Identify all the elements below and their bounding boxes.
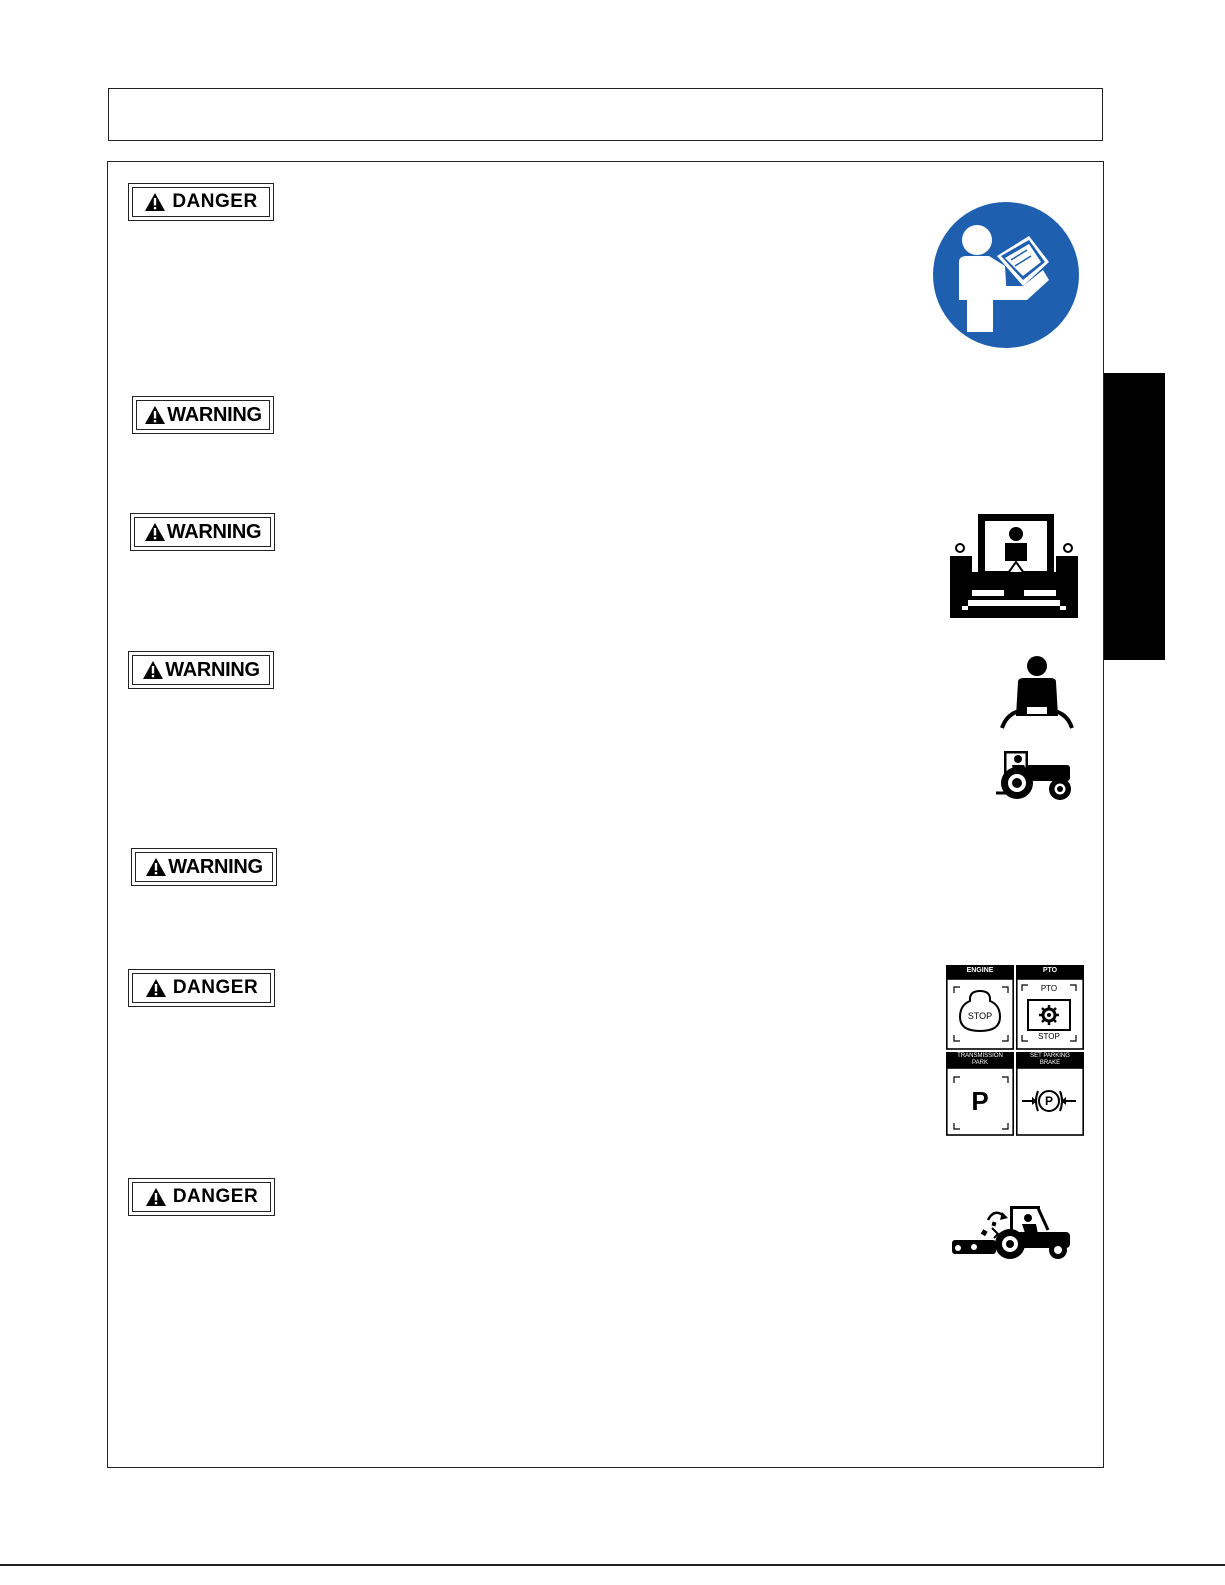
- brake-letter: P: [1044, 1094, 1053, 1108]
- danger-badge: [128, 969, 275, 1007]
- engine-header-label: ENGINE: [966, 967, 994, 974]
- thrown-object-icon: [948, 1200, 1072, 1262]
- engine-stop-label: STOP: [967, 1011, 993, 1021]
- park-letter: P: [971, 1086, 989, 1116]
- footer-rule: [0, 1564, 1225, 1566]
- alert-triangle-icon: [145, 978, 167, 998]
- shutdown-controls-icon: [946, 965, 1084, 1136]
- alert-triangle-icon: [145, 1187, 167, 1207]
- page-header-box: [108, 88, 1103, 141]
- badge-label: WARNING: [165, 658, 260, 681]
- brake-header-line1: SET PARKING: [1030, 1053, 1070, 1059]
- badge-label: DANGER: [172, 191, 258, 212]
- badge-label: DANGER: [172, 977, 259, 998]
- badge-label: WARNING: [168, 855, 263, 878]
- pto-label: PTO: [1040, 984, 1058, 993]
- alert-triangle-icon: [144, 522, 166, 542]
- transmission-header-line1: TRANSMISSION: [957, 1053, 1003, 1059]
- warning-badge: [131, 848, 277, 886]
- badge-label: WARNING: [167, 403, 262, 426]
- alert-triangle-icon: [145, 857, 167, 877]
- alert-triangle-icon: [142, 660, 164, 680]
- danger-badge: [128, 1178, 275, 1216]
- seatbelt-icon: [998, 652, 1076, 732]
- rollover-protection-icon: [948, 510, 1080, 618]
- danger-badge: [128, 183, 274, 221]
- badge-label: WARNING: [166, 520, 262, 543]
- badge-label: DANGER: [172, 1186, 259, 1207]
- brake-header-line2: BRAKE: [1039, 1060, 1061, 1066]
- read-manual-icon: [931, 200, 1081, 350]
- warning-badge: [128, 651, 274, 689]
- tractor-icon: [994, 745, 1076, 803]
- warning-badge: [130, 513, 275, 551]
- alert-triangle-icon: [144, 192, 166, 212]
- warning-badge: [132, 396, 274, 434]
- pto-stop-label: STOP: [1038, 1032, 1060, 1041]
- transmission-header-line2: PARK: [972, 1060, 988, 1066]
- alert-triangle-icon: [144, 405, 166, 425]
- section-side-tab: [1104, 373, 1165, 660]
- pto-header-label: PTO: [1042, 967, 1058, 974]
- safety-content-box: [107, 161, 1104, 1468]
